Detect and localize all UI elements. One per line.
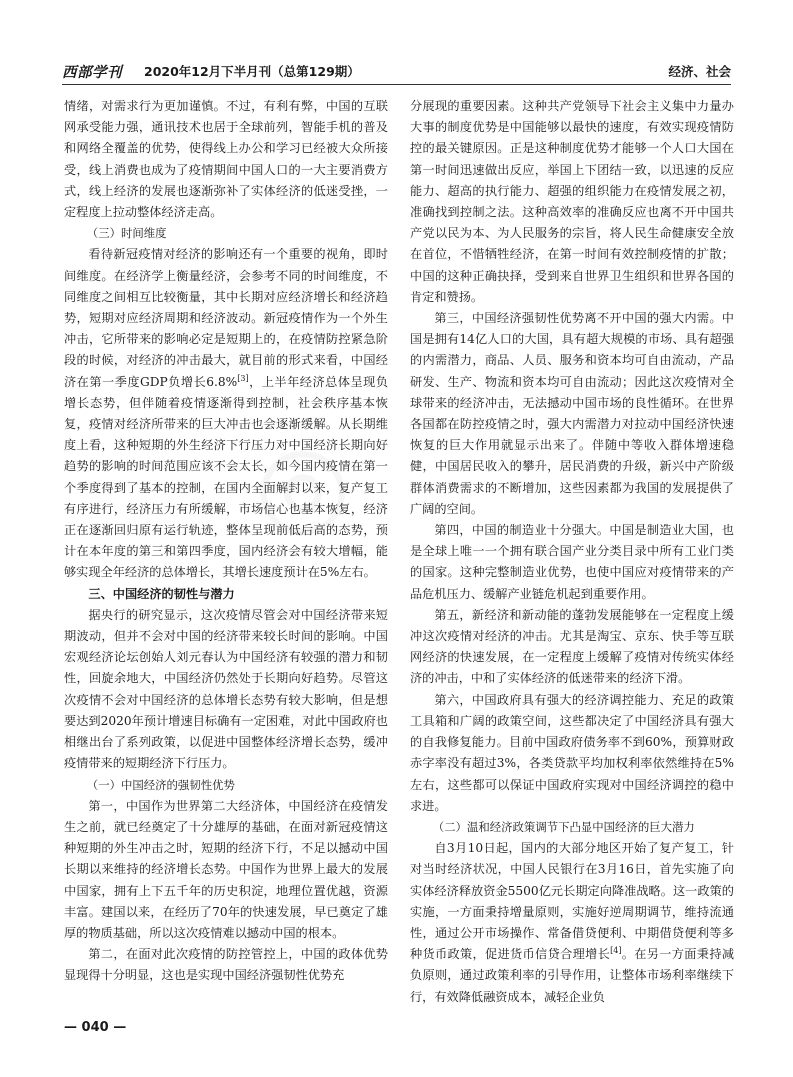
body-paragraph: [64, 944, 388, 986]
left-column: [64, 96, 388, 987]
body-paragraph: [64, 605, 388, 775]
citation-marker: [3]: [237, 373, 249, 383]
paragraph-text: 情绪，对需求行为更加谨慎。不过，有利有弊，中国的互联网承受能力强，通讯技术也居于全球前列，智能手机的普及和网络全覆盖的优势，使得线上办公和学习已经被大众所接受，线上消费也成为了疫情期间中国人口的一大主要消费方式，线上经济的发展也逐渐弥补了实体经济的低迷受挫，一定程度上拉动整体经济走高。: [64, 99, 388, 220]
body-paragraph: [410, 690, 734, 817]
paragraph-text: 自3月10日起，国内的大部分地区开始了复产复工，针对当时经济状况，中国人民银行在3月16日，首先实施了向实体经济释放资金5500亿元长期定向降准战略。这一政策的实施，一方面秉持增量原则，实施好逆周期调节，维持流通性，通过公开市场操作、常备借贷便利、中期借贷便利等多种货币政策，促进货币信贷合理增长: [410, 841, 734, 962]
paragraph-text: （二）温和经济政策调节下凸显中国经济的巨大潜力: [432, 819, 695, 834]
paragraph-text: 第五，新经济和新动能的蓬勃发展能够在一定程度上缓冲这次疫情对经济的冲击。尤其是淘宝、京东、快手等互联网经济的快速发展，在一定程度上缓解了疫情对传统实体经济的冲击，中和了实体经济的低迷带来的经济下滑。: [410, 607, 734, 686]
paragraph-text: 。在另一方面秉持减负原则，通过政策利率的引导作用，让整体市场利率继续下行，有效降低融资成本，减轻企业负: [410, 947, 735, 1004]
paragraph-text: （三）时间维度: [86, 226, 167, 241]
section-heading: [64, 584, 388, 605]
paragraph-text: （一）中国经济的强韧性优势: [86, 777, 235, 792]
running-header: [62, 58, 731, 85]
body-paragraph: [64, 96, 388, 223]
section-heading: [64, 223, 388, 244]
paragraph-text: 三、中国经济的韧性与潜力: [88, 586, 235, 601]
body-paragraph: [64, 244, 388, 583]
body-paragraph: [410, 605, 734, 690]
body-paragraph: [410, 308, 734, 520]
body-paragraph: [64, 796, 388, 944]
paragraph-text: 第六，中国政府具有强大的经济调控能力、充足的政策工具箱和广阔的政策空间，这些都决定了中国经济具有强大的自我修复能力。目前中国政府债务率不到60%，预算财政赤字率没有超过3%，各类贷款平均加权利率依然维持在5%左右，这些都可以保证中国政府实现对中国经济调控的稳中求进。: [410, 692, 734, 813]
paragraph-text: 第四，中国的制造业十分强大。中国是制造业大国，也是全球上唯一一个拥有联合国产业分类目录中所有工业门类的国家。这种完整制造业优势，也使中国应对疫情带来的产品危机压力、缓解产业链危机起到重要作用。: [410, 523, 734, 601]
body-paragraph: [410, 838, 734, 1008]
paragraph-text: 第三，中国经济强韧性优势离不开中国的强大内需。中国是拥有14亿人口的大国，具有超大规模的市场、具有超强的内需潜力，商品、人员、服务和资本均可自由流动，产品研发、生产、物流和资本均可自由流动；因此这次疫情对全球带来的经济冲击，无法撼动中国市场的良性循环。在世界各国都在防控疫情之时，强大内需潜力对拉动中国经济快速恢复的巨大作用就显示出来了。伴随中等收入群体增速稳健，中国居民收入的攀升，居民消费的升级，新兴中产阶级群体消费需求的不断增加，这些因素都为我国的发展提供了广阔的空间。: [410, 311, 734, 516]
section-heading: [64, 775, 388, 796]
section-heading: [410, 817, 734, 838]
right-column: [410, 96, 734, 1008]
paragraph-text: 看待新冠疫情对经济的影响还有一个重要的视角，即时间维度。在经济学上衡量经济，会参考不同的时间维度，不同维度之间相互比较衡量，其中长期对应经济增长和经济趋势，短期对应经济周期和经济波动。新冠疫情作为一个外生冲击，它所带来的影响必定是短期上的，在疫情防控紧急阶段的时候，对经济的冲击最大，就目前的形式来看，中国经济在第一季度GDP负增长6.8%: [64, 247, 388, 389]
paragraph-text: ，上半年经济总体呈现负增长态势，但伴随着疫情逐渐得到控制，社会秩序基本恢复，疫情对经济所带来的巨大冲击也会逐渐缓解。从长期维度上看，这种短期的外生经济下行压力对中国经济长期向好趋势的影响的时间范围应该不会太长，如今国内疫情在第一个季度得到了基本的控制，在国内全面解封以来，复产复工有序进行，经济压力有所缓解，市场信心也基本恢复，经济正在逐渐回归原有运行轨迹，整体呈现前低后高的态势，预计在本年度的第三和第四季度，国内经济会有较大增幅，能够实现全年经济的总体增长，其增长速度预计在5%左右。: [64, 374, 389, 580]
paragraph-text: 分展现的重要因素。这种共产党领导下社会主义集中力量办大事的制度优势是中国能够以最快的速度，有效实现疫情防控的最关键原因。正是这种制度优势才能够一个人口大国在第一时间迅速做出反应，举国上下团结一致，以迅速的反应能力、超高的执行能力、超强的组织能力在疫情发展之初，准确找到控制之法。这种高效率的准确反应也离不开中国共产党以民为本、为人民服务的宗旨，将人民生命健康安全放在首位，不惜牺牲经济，在第一时间有效控制疫情的扩散；中国的这种正确抉择，受到来自世界卫生组织和世界各国的肯定和赞扬。: [410, 99, 734, 304]
paragraph-text: 第二，在面对此次疫情的防控管控上，中国的政体优势显现得十分明显，这也是实现中国经济强韧性优势充: [64, 947, 388, 983]
paragraph-text: 第一，中国作为世界第二大经济体，中国经济在疫情发生之前，就已经奠定了十分雄厚的基础，在面对新冠疫情这种短期的外生冲击之时，短期的经济下行，不足以撼动中国长期以来维持的经济增长态势。中国作为世界上最大的发展中国家，拥有上下五千年的历史积淀，地理位置优越，资源丰富。建国以来，在经历了70年的快速发展，早已奠定了雄厚的物质基础，所以这次疫情难以撼动中国的根本。: [64, 798, 388, 940]
citation-marker: [4]: [610, 946, 622, 956]
body-paragraph: [410, 520, 734, 605]
journal-logo: 西部学刊: [62, 64, 122, 81]
paragraph-text: 据央行的研究显示，这次疫情尽管会对中国经济带来短期波动，但并不会对中国的经济带来较长时间的影响。中国宏观经济论坛创始人刘元春认为中国经济有较强的潜力和韧性，回旋余地大，中国经济仍然处于长期向好趋势。尽管这次疫情不会对中国经济的总体增长态势有较大影响，但是想要达到2020年预计增速目标确有一定困难，对此中国政府也相继出台了系列政策，以促进中国整体经济增长态势，缓冲疫情带来的短期经济下行压力。: [64, 607, 388, 771]
page-number: — 040 —: [64, 1020, 127, 1035]
issue-info: 2020年12月下半月刊（总第129期）: [144, 64, 360, 79]
body-paragraph: [410, 96, 734, 308]
section-name: 经济、社会: [668, 64, 731, 79]
